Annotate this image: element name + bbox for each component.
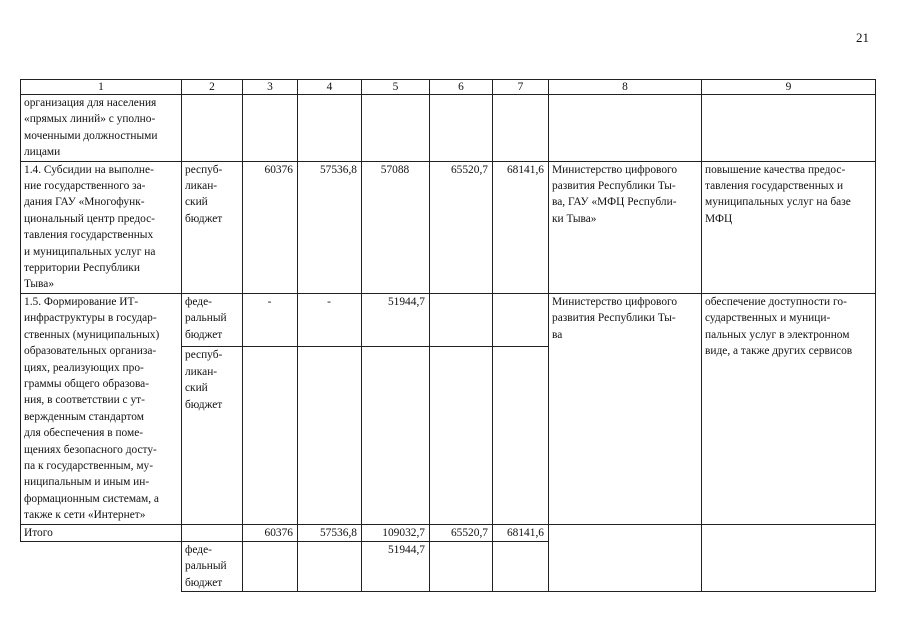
empty-cell: [182, 524, 243, 541]
total-row: [21, 524, 876, 541]
header-cell: 6: [430, 80, 493, 95]
amount-cell: -: [243, 293, 298, 347]
total-label: Итого: [21, 524, 182, 541]
empty-cell: [702, 524, 876, 592]
amount-cell: 57088: [362, 161, 430, 293]
empty-cell: [362, 95, 430, 162]
table-row: [21, 293, 876, 347]
empty-cell: [430, 95, 493, 162]
activity-cell: 1.4. Субсидии на выполне- ние государственного за- дания ГАУ «Многофунк- циональный центр предос- тавления государственных и муниципальных услуг на территории Республики Тыва»: [21, 161, 182, 293]
empty-cell: [430, 541, 493, 591]
empty-cell: [702, 95, 876, 162]
amount-cell: 65520,7: [430, 161, 493, 293]
empty-cell: [298, 95, 362, 162]
header-cell: 4: [298, 80, 362, 95]
empty-cell: [243, 95, 298, 162]
empty-cell: [549, 95, 702, 162]
header-cell: 5: [362, 80, 430, 95]
header-cell: 3: [243, 80, 298, 95]
budget-table: [20, 79, 876, 592]
total-amount-cell: 109032,7: [362, 524, 430, 541]
total-amount-cell: 65520,7: [430, 524, 493, 541]
funding-source-cell: феде- ральный бюджет: [182, 293, 243, 347]
empty-cell: [21, 541, 182, 591]
empty-cell: [362, 347, 430, 524]
amount-cell: 60376: [243, 161, 298, 293]
amount-cell: -: [298, 293, 362, 347]
header-cell: 2: [182, 80, 243, 95]
empty-cell: [243, 541, 298, 591]
executor-cell: Министерство цифрового развития Республики Ты- ва, ГАУ «МФЦ Республи- ки Тыва»: [549, 161, 702, 293]
empty-cell: [298, 347, 362, 524]
empty-cell: [549, 524, 702, 592]
activity-cell: организация для населения «прямых линий» с уполно- моченными должностными лицами: [21, 95, 182, 162]
funding-source-cell: респуб- ликан- ский бюджет: [182, 347, 243, 524]
empty-cell: [298, 541, 362, 591]
header-cell: 7: [493, 80, 549, 95]
total-amount-cell: 57536,8: [298, 524, 362, 541]
empty-cell: [243, 347, 298, 524]
empty-cell: [182, 95, 243, 162]
empty-cell: [493, 95, 549, 162]
empty-cell: [430, 293, 493, 347]
amount-cell: 57536,8: [298, 161, 362, 293]
total-amount-cell: 68141,6: [493, 524, 549, 541]
table-row: [21, 95, 876, 162]
amount-cell: 51944,7: [362, 541, 430, 591]
funding-source-cell: респуб- ликан- ский бюджет: [182, 161, 243, 293]
funding-source-cell: феде- ральный бюджет: [182, 541, 243, 591]
total-amount-cell: 60376: [243, 524, 298, 541]
page-number: 21: [856, 30, 869, 45]
activity-cell: 1.5. Формирование ИТ- инфраструктуры в государ- ственных (муниципальных) образовательных организа- циях, реализующих про- граммы общего образова- ния, в соответствии с ут- вержденным стандартом для обеспечения в поме- щениях безопасного досту- па к государственным, му- ниципальным и иным ин- формационным системам, а также к сети «Интернет»: [21, 293, 182, 524]
header-cell: 8: [549, 80, 702, 95]
result-cell: повышение качества предос- тавления государственных и муниципальных услуг на базе МФЦ: [702, 161, 876, 293]
header-row: [21, 80, 876, 95]
empty-cell: [493, 541, 549, 591]
empty-cell: [493, 347, 549, 524]
amount-cell: 68141,6: [493, 161, 549, 293]
empty-cell: [430, 347, 493, 524]
empty-cell: [493, 293, 549, 347]
executor-cell: Министерство цифрового развития Республики Ты- ва: [549, 293, 702, 524]
header-cell: 9: [702, 80, 876, 95]
result-cell: обеспечение доступности го- сударственных и муници- пальных услуг в электронном виде, а также других сервисов: [702, 293, 876, 524]
table-row: [21, 161, 876, 293]
amount-cell: 51944,7: [362, 293, 430, 347]
header-cell: 1: [21, 80, 182, 95]
